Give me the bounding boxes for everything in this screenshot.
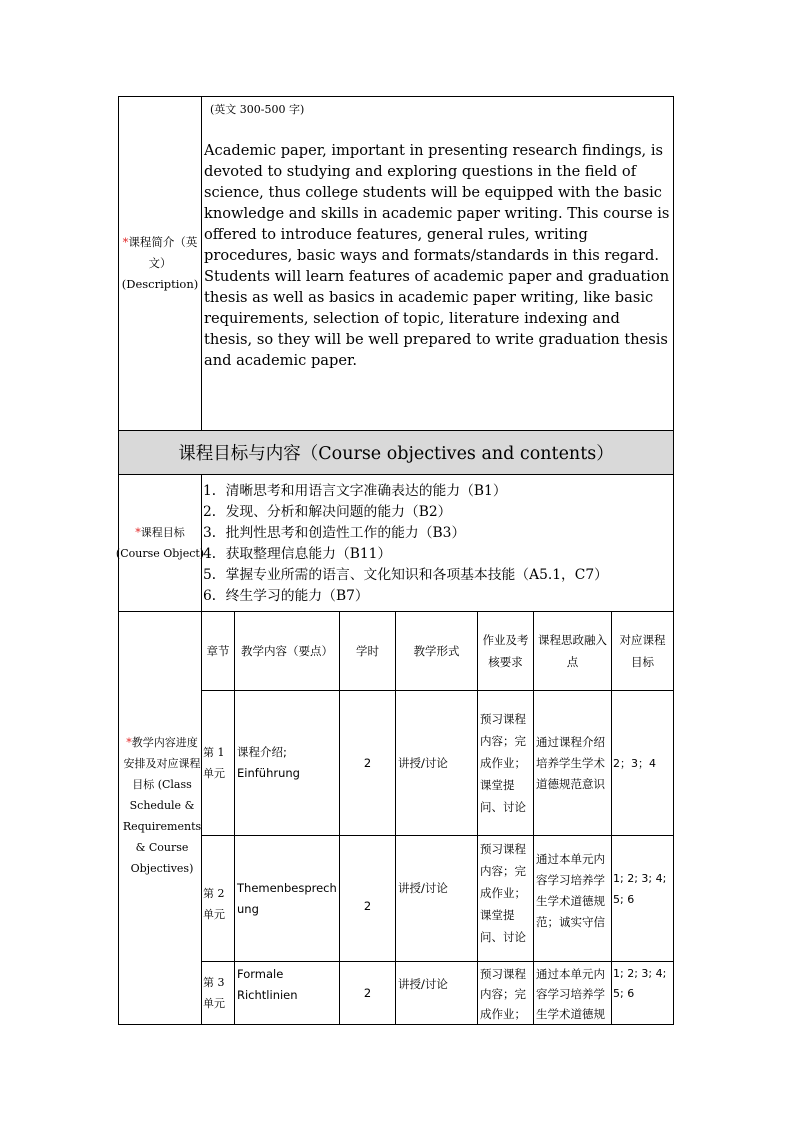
objectives-label	[115, 475, 205, 611]
description-label	[119, 97, 201, 430]
objective-item: 4．获取整理信息能力（B11）	[203, 546, 392, 562]
table-row-3-form: 讲授/讨论	[395, 961, 478, 1025]
table-row-3-chapter	[201, 961, 235, 1025]
chapter-unit: 单元	[203, 907, 225, 921]
chapter-number: 第 2	[203, 886, 225, 900]
chapter-unit: 单元	[203, 767, 225, 780]
col-header-hours: 学时	[339, 611, 396, 691]
table-row-3-targets: 1; 2; 3; 4; 5; 6	[611, 961, 674, 1025]
section-heading	[118, 430, 674, 475]
description-label-en: (Description)	[121, 277, 199, 291]
table-row-2-hours: 2	[339, 835, 396, 962]
section-heading-text: 课程目标与内容（Course objectives and contents）	[178, 444, 614, 464]
objective-item: 3．批判性思考和创造性工作的能力（B3）	[203, 525, 466, 541]
required-star: *	[122, 235, 129, 249]
col-header-content: 教学内容（要点）	[234, 611, 340, 691]
table-row-2-ideology: 通过本单元内容学习培养学生学术道德规范；诚实守信	[533, 835, 612, 962]
table-row-3-hours: 2	[339, 961, 396, 1025]
table-row-1-ideology: 通过课程介绍培养学生学术道德规范意识	[533, 690, 612, 836]
table-row-3-ideology: 通过本单元内容学习培养学生学术道德规	[533, 961, 612, 1025]
col-header-chapter: 章节	[201, 611, 235, 691]
col-header-ideology: 课程思政融入点	[533, 611, 612, 691]
col-header-form: 教学形式	[395, 611, 478, 691]
chapter-unit: 单元	[203, 997, 225, 1010]
table-row-1-content: 课程介绍; Einführung	[234, 690, 340, 836]
table-row-1-chapter	[201, 690, 235, 836]
table-row-2-targets: 1; 2; 3; 4; 5; 6	[611, 835, 674, 962]
objective-item: 6．终生学习的能力（B7）	[203, 588, 369, 604]
col-header-targets: 对应课程目标	[611, 611, 674, 691]
table-row-1-targets: 2；3；4	[611, 690, 674, 836]
objective-item: 2．发现、分析和解决问题的能力（B2）	[203, 504, 452, 520]
table-row-1-homework: 预习课程内容；完成作业；课堂提问、讨论	[477, 690, 534, 836]
chapter-number: 第 3	[203, 976, 225, 989]
schedule-label-text: 教学内容进度安排及对应课程目标	[123, 736, 201, 791]
objectives-list	[203, 481, 671, 607]
table-row-2-form: 讲授/讨论	[395, 835, 478, 962]
chapter-number: 第 1	[203, 746, 225, 759]
schedule-label-en: (Class Schedule & Requirements & Course Objectives)	[122, 778, 202, 875]
table-row-1-form: 讲授/讨论	[395, 690, 478, 836]
table-row-2-homework: 预习课程内容；完成作业；课堂提问、讨论	[477, 835, 534, 962]
objective-item: 5．掌握专业所需的语言、文化知识和各项基本技能（A5.1，C7）	[203, 567, 608, 583]
description-paragraph: Academic paper, important in presenting research findings, is devoted to studying and exploring questions in the field of science, thus college students will be equipped with the basic knowledge and skills in academic paper writing. This course is offered to introduce features, general rules, writing procedures, basic ways and formats/standards in this regard. Students will learn features of academic paper and graduation thesis as well as basics in academic paper writing, like basic requirements, selection of topic, literature indexing and thesis, so they will be well prepared to write graduation thesis and academic paper.	[204, 142, 670, 369]
table-row-2-content: Themenbesprechung	[234, 835, 340, 962]
required-star: *	[126, 736, 132, 749]
col-header-homework: 作业及考核要求	[477, 611, 534, 691]
table-row-1-hours: 2	[339, 690, 396, 836]
objectives-label-en: (Course Object)	[115, 547, 205, 560]
description-length-note: (英文 300-500 字)	[210, 103, 305, 116]
table-row-3-content: Formale Richtlinien	[234, 961, 340, 1025]
description-label-text: 课程简介（英文）	[128, 235, 198, 270]
objectives-label-text: 课程目标	[140, 526, 185, 539]
table-row-2-chapter	[201, 835, 235, 962]
objective-item: 1．清晰思考和用语言文字准确表达的能力（B1）	[203, 483, 507, 499]
schedule-label	[119, 612, 205, 922]
required-star: *	[135, 526, 141, 539]
table-row-3-homework: 预习课程内容；完成作业；	[477, 961, 534, 1025]
